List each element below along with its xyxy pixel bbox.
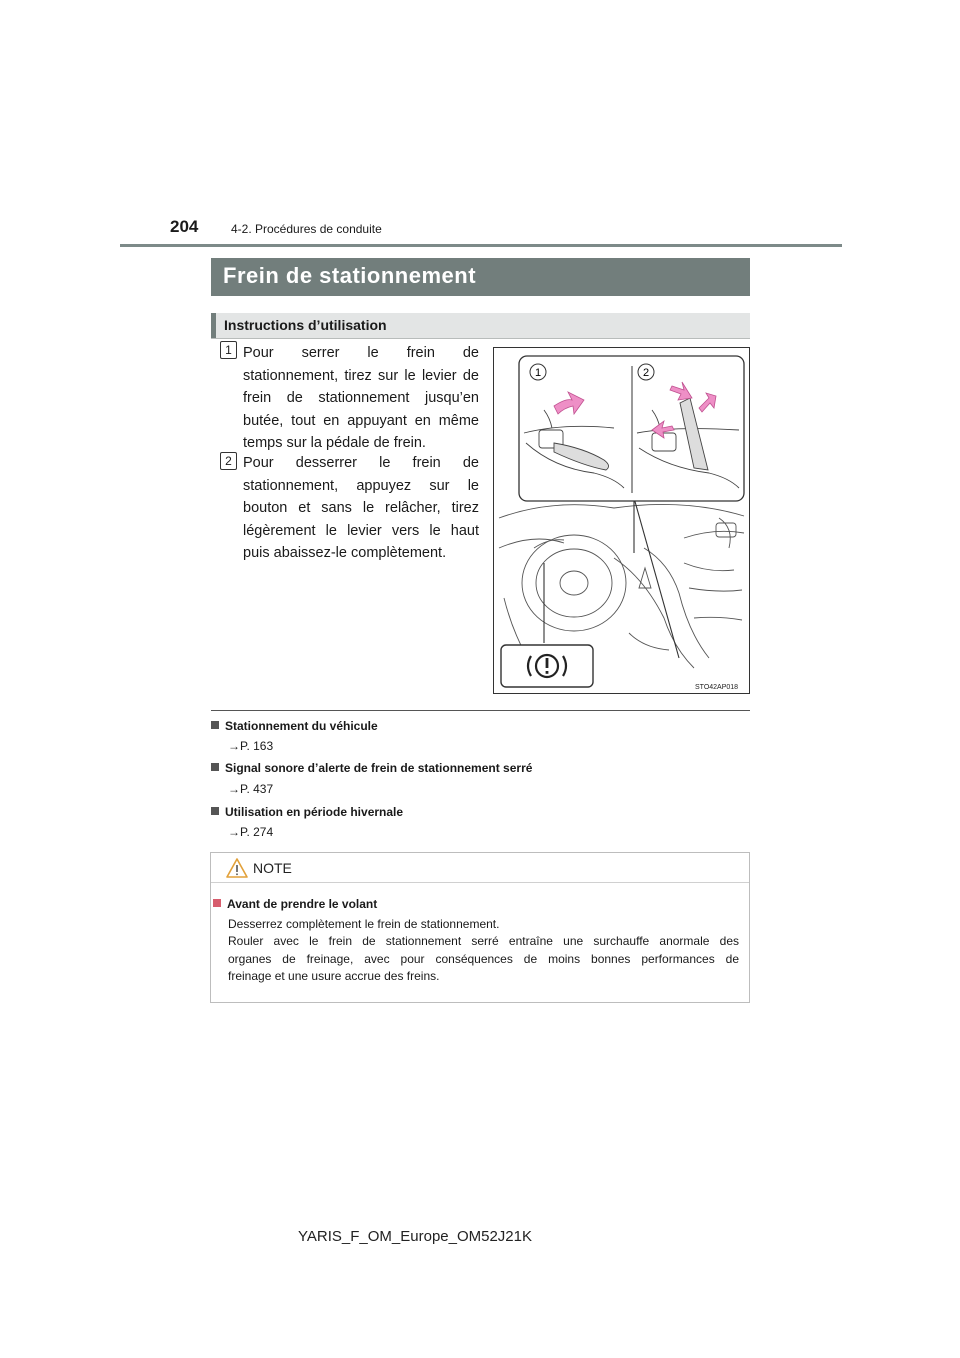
callout-2: 2 — [642, 367, 650, 379]
info-heading-text: Utilisation en période hivernale — [225, 805, 404, 819]
inset-panels — [519, 356, 744, 501]
subsection-rule — [211, 338, 750, 339]
info-ref-2[interactable]: →P. 437 — [228, 782, 274, 796]
subsection-heading: Instructions d’utilisation — [211, 313, 750, 338]
header-rule — [120, 244, 842, 247]
step-2-line: bouton et sans le relâcher, tirez — [243, 500, 479, 517]
info-heading-3 — [211, 805, 403, 819]
note-line: organes de freinage, avec pour conséquences de moins bonnes performances de — [228, 951, 739, 966]
step-2-line: puis abaissez-le complètement. — [243, 545, 447, 562]
note-header-rule — [211, 882, 749, 883]
step-text-2 — [243, 452, 479, 565]
illustration-code: STO42AP018 — [695, 684, 739, 691]
warning-triangle-icon — [225, 857, 249, 879]
square-bullet-icon — [211, 763, 219, 771]
step-2-line: Pour desserrer le frein de — [243, 455, 479, 471]
step-1-line: stationnement, tirez sur le levier de — [243, 367, 479, 384]
page-title: Frein de stationnement — [211, 258, 750, 296]
note-item-heading-text: Avant de prendre le volant — [227, 897, 378, 911]
square-bullet-icon — [211, 721, 219, 729]
info-heading-text: Stationnement du véhicule — [225, 719, 378, 733]
step-1-line: butée, tout en appuyant en même — [243, 412, 479, 429]
note-label: NOTE — [253, 860, 292, 876]
square-bullet-icon — [213, 899, 221, 907]
section-divider — [211, 710, 750, 711]
illustration-drawing — [494, 348, 749, 693]
step-2-line: stationnement, appuyez sur le — [243, 477, 479, 494]
note-line: Desserrez complètement le frein de stationnement. — [228, 917, 500, 931]
step-number-1: 1 — [220, 341, 237, 359]
step-1-line: Pour serrer le frein de — [243, 345, 479, 361]
info-heading-1 — [211, 719, 378, 733]
square-bullet-icon — [211, 807, 219, 815]
step-2-line: légèrement le levier vers le haut — [243, 522, 479, 539]
step-1-line: frein de stationnement jusqu’en — [243, 390, 479, 407]
step-number-2: 2 — [220, 452, 237, 470]
info-ref-3[interactable]: →P. 274 — [228, 825, 274, 839]
page-number: 204 — [170, 217, 199, 236]
info-heading-2 — [211, 761, 532, 775]
step-text-1 — [243, 342, 479, 455]
info-heading-text: Signal sonore d’alerte de frein de stationnement serré — [225, 761, 533, 775]
note-line: Rouler avec le frein de stationnement serré entraîne une surchauffe anormale des — [228, 934, 739, 949]
cabin-lineart — [499, 504, 744, 668]
note-text — [228, 916, 739, 985]
step-1-line: temps sur la pédale de frein. — [243, 435, 426, 452]
section-title: 4-2. Procédures de conduite — [231, 222, 382, 236]
parking-brake-illustration — [493, 347, 750, 694]
note-line: freinage et une usure accrue des freins. — [228, 968, 440, 983]
document-footer: YARIS_F_OM_Europe_OM52J21K — [298, 1228, 533, 1245]
note-item-heading — [213, 897, 377, 911]
parking-brake-warning-icon — [501, 645, 593, 687]
info-ref-1[interactable]: →P. 163 — [228, 739, 274, 753]
callout-1: 1 — [534, 367, 542, 379]
